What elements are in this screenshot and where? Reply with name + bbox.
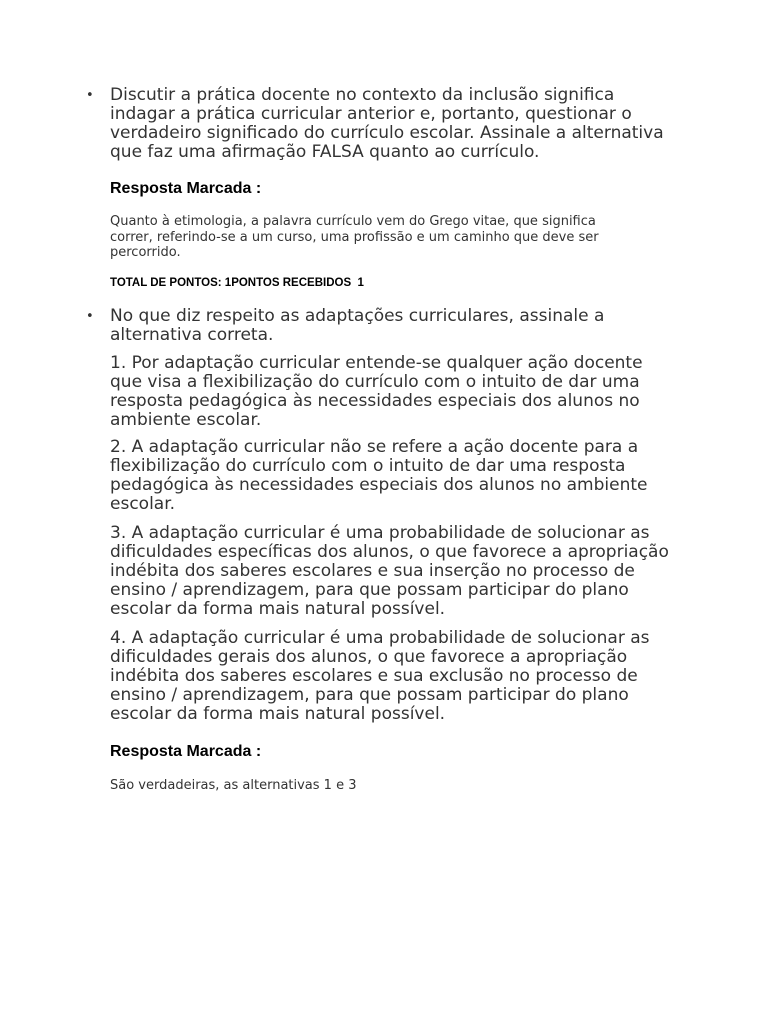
question-2-option-1: 1. Por adaptação curricular entende-se qualquer ação docente que visa a flexibilização do currículo com o intuito de dar uma resposta pedagógica às necessidades especiais dos alunos no ambiente escolar. (110, 353, 643, 430)
question-2-option-2: 2. A adaptação curricular não se refere a ação docente para a flexibilização do currículo com o intuito de dar uma resposta pedagógica às necessidades especiais dos alunos no ambiente escolar. (110, 437, 648, 514)
bullet-marker: • (86, 88, 94, 103)
question-2-response-text: São verdadeiras, as alternativas 1 e 3 (110, 778, 357, 793)
question-1-score: TOTAL DE PONTOS: 1PONTOS RECEBIDOS 1 (110, 277, 364, 289)
bullet-marker: • (86, 309, 94, 324)
question-1-response-text: Quanto à etimologia, a palavra currículo vem do Grego vitae, que significa correr, referindo-se a um curso, uma profissão e um caminho que deve ser percorrido. (110, 214, 599, 260)
question-2-option-4: 4. A adaptação curricular é uma probabilidade de solucionar as dificuldades gerais dos alunos, o que favorece a apropriação indébita dos saberes escolares e sua exclusão no processo de ensino / aprendizagem, para que possam participar do plano escolar da forma mais natural possível. (110, 628, 650, 724)
question-2-text: No que diz respeito as adaptações curriculares, assinale a alternativa correta. (110, 306, 605, 345)
question-2-response-heading: Resposta Marcada : (110, 743, 262, 760)
question-1-response-heading: Resposta Marcada : (110, 180, 262, 197)
question-2 (86, 306, 670, 345)
question-2-option-3: 3. A adaptação curricular é uma probabilidade de solucionar as dificuldades específicas dos alunos, o que favorece a apropriação indébita dos saberes escolares e sua inserção no processo de ensino / aprendizagem, para que possam participar do plano escolar da forma mais natural possível. (110, 523, 669, 619)
question-1-text: Discutir a prática docente no contexto da inclusão significa indagar a prática curricular anterior e, portanto, questionar o verdadeiro significado do currículo escolar. Assinale a alternativa que faz uma afirmação FALSA quanto ao currículo. (110, 85, 664, 162)
question-1 (86, 85, 670, 162)
